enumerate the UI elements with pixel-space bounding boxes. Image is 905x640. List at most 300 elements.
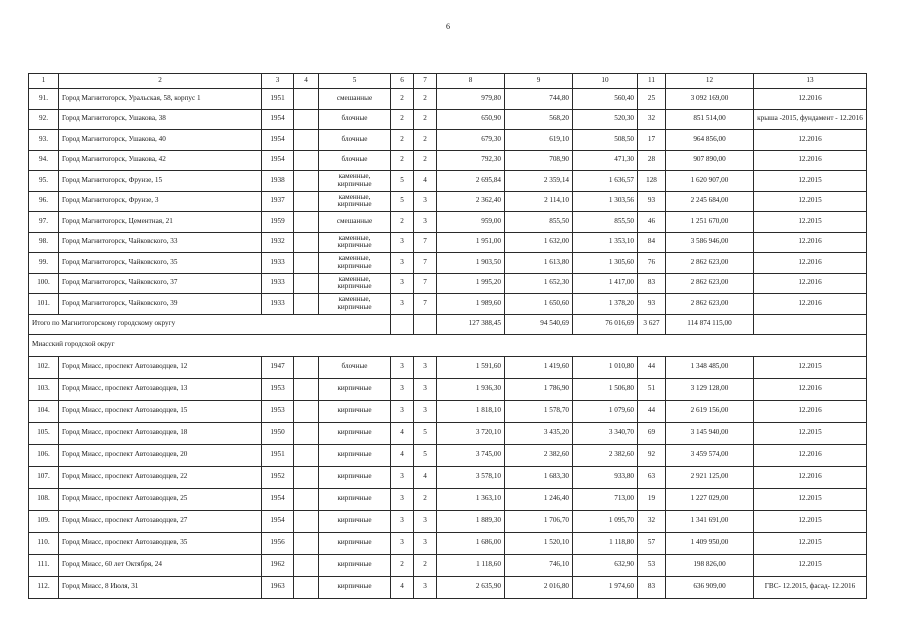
row-number-cell: 105. [29,422,59,444]
residential-area-cell: 933,80 [573,466,638,488]
repair-cost-cell: 3 586 946,00 [666,232,754,253]
entrances-cell: 7 [414,232,437,253]
column-4-cell [294,356,319,378]
wall-material-cell: блочные [319,109,391,130]
table-row [29,150,867,171]
repair-cost-cell: 2 862 623,00 [666,294,754,315]
wall-material-cell: кирпичные [319,444,391,466]
row-number-cell: 98. [29,232,59,253]
repair-cost-cell: 1 251 670,00 [666,212,754,233]
address-cell: Город Миасс, проспект Автозаводцев, 12 [59,356,262,378]
repair-cost-cell: 198 826,00 [666,554,754,576]
residential-area-cell: 1 303,56 [573,191,638,212]
repair-term-cell: 12.2015 [754,488,867,510]
table-row [29,444,867,466]
residential-area-cell: 1 378,20 [573,294,638,315]
wall-material-cell: кирпичные [319,400,391,422]
repair-cost-cell: 3 129 128,00 [666,378,754,400]
header-cell: 10 [573,74,638,89]
year-cell: 1954 [262,510,294,532]
address-cell: Город Магнитогорск, Уральская, 58, корпус 1 [59,89,262,110]
repair-term-cell: ГВС- 12.2015, фасад- 12.2016 [754,576,867,598]
residents-cell: 93 [638,191,666,212]
section-header-row [29,334,867,356]
repair-term-cell: 12.2016 [754,444,867,466]
total-area-cell: 679,30 [437,130,505,151]
year-cell: 1951 [262,89,294,110]
residential-area-cell: 2 382,60 [573,444,638,466]
total-cost-cell: 114 874 115,00 [666,314,754,334]
living-area-cell: 2 114,10 [505,191,573,212]
floors-cell: 3 [391,294,414,315]
header-cell: 4 [294,74,319,89]
living-area-cell: 855,50 [505,212,573,233]
total-area-cell: 1 363,10 [437,488,505,510]
header-cell: 1 [29,74,59,89]
address-cell: Город Магнитогорск, Ушакова, 38 [59,109,262,130]
residents-cell: 44 [638,356,666,378]
address-cell: Город Миасс, проспект Автозаводцев, 22 [59,466,262,488]
year-cell: 1933 [262,253,294,274]
entrances-cell: 2 [414,130,437,151]
row-number-cell: 102. [29,356,59,378]
table-row [29,109,867,130]
year-cell: 1954 [262,109,294,130]
entrances-cell: 3 [414,532,437,554]
table-row [29,510,867,532]
repair-cost-cell: 1 409 950,00 [666,532,754,554]
residents-cell: 83 [638,273,666,294]
total-area-cell: 2 362,40 [437,191,505,212]
header-row [29,74,867,89]
column-4-cell [294,400,319,422]
address-cell: Город Миасс, 60 лет Октября, 24 [59,554,262,576]
total-area-cell: 1 889,30 [437,510,505,532]
year-cell: 1954 [262,130,294,151]
entrances-cell: 3 [414,400,437,422]
repair-term-cell: 12.2015 [754,510,867,532]
floors-cell: 2 [391,109,414,130]
column-4-cell [294,378,319,400]
table-row [29,422,867,444]
wall-material-cell: блочные [319,150,391,171]
repair-term-cell: 12.2016 [754,130,867,151]
column-4-cell [294,294,319,315]
repair-cost-cell: 1 341 691,00 [666,510,754,532]
year-cell: 1954 [262,150,294,171]
entrances-cell: 7 [414,294,437,315]
row-number-cell: 101. [29,294,59,315]
address-cell: Город Магнитогорск, Чайковского, 33 [59,232,262,253]
table-row [29,130,867,151]
entrances-cell: 2 [414,488,437,510]
residential-area-cell: 1 636,57 [573,171,638,192]
residents-cell: 92 [638,444,666,466]
entrances-cell: 5 [414,444,437,466]
wall-material-cell: кирпичные [319,554,391,576]
wall-material-cell: каменные, кирпичные [319,253,391,274]
row-number-cell: 106. [29,444,59,466]
total-area-cell: 1 936,30 [437,378,505,400]
table-body [29,74,867,599]
living-area-cell: 1 652,30 [505,273,573,294]
address-cell: Город Миасс, проспект Автозаводцев, 25 [59,488,262,510]
living-area-cell: 746,10 [505,554,573,576]
repair-cost-cell: 3 459 574,00 [666,444,754,466]
address-cell: Город Миасс, 8 Июля, 31 [59,576,262,598]
living-area-cell: 3 435,20 [505,422,573,444]
row-number-cell: 112. [29,576,59,598]
year-cell: 1962 [262,554,294,576]
total-area-cell: 3 578,10 [437,466,505,488]
floors-cell: 2 [391,130,414,151]
row-number-cell: 95. [29,171,59,192]
residents-cell: 51 [638,378,666,400]
living-area-cell: 1 520,10 [505,532,573,554]
column-4-cell [294,554,319,576]
repair-term-cell: 12.2016 [754,150,867,171]
header-cell: 2 [59,74,262,89]
row-number-cell: 109. [29,510,59,532]
year-cell: 1963 [262,576,294,598]
wall-material-cell: кирпичные [319,466,391,488]
total-label: Итого по Магнитогорскому городскому округу [29,314,391,334]
living-area-cell: 1 786,90 [505,378,573,400]
total-area-cell: 1 818,10 [437,400,505,422]
wall-material-cell: каменные, кирпичные [319,294,391,315]
address-cell: Город Миасс, проспект Автозаводцев, 35 [59,532,262,554]
total-area-cell: 3 720,10 [437,422,505,444]
repair-term-cell: 12.2015 [754,532,867,554]
year-cell: 1959 [262,212,294,233]
repair-cost-cell: 2 921 125,00 [666,466,754,488]
floors-cell: 3 [391,378,414,400]
repair-cost-cell: 2 862 623,00 [666,273,754,294]
floors-cell: 2 [391,554,414,576]
entrances-cell: 3 [414,212,437,233]
floors-cell: 3 [391,253,414,274]
repair-cost-cell: 636 909,00 [666,576,754,598]
year-cell: 1952 [262,466,294,488]
table-row [29,488,867,510]
residential-area-cell: 1 118,80 [573,532,638,554]
entrances-cell: 7 [414,253,437,274]
total-area-cell: 1 591,60 [437,356,505,378]
repair-cost-cell: 3 145 940,00 [666,422,754,444]
table-row [29,532,867,554]
floors-cell: 2 [391,89,414,110]
row-number-cell: 97. [29,212,59,233]
table-row [29,576,867,598]
residents-cell: 17 [638,130,666,151]
residents-cell: 63 [638,466,666,488]
living-area-cell: 1 578,70 [505,400,573,422]
entrances-cell: 2 [414,150,437,171]
total-area-cell: 650,90 [437,109,505,130]
entrances-cell: 3 [414,378,437,400]
header-cell: 6 [391,74,414,89]
floors-cell: 3 [391,510,414,532]
year-cell: 1947 [262,356,294,378]
column-4-cell [294,488,319,510]
repair-term-cell: 12.2016 [754,466,867,488]
header-cell: 7 [414,74,437,89]
table-row [29,356,867,378]
header-cell: 5 [319,74,391,89]
living-area-cell: 2 359,14 [505,171,573,192]
table-row [29,378,867,400]
total-area-cell: 76 016,69 [573,314,638,334]
repair-term-cell: 12.2015 [754,191,867,212]
residential-area-cell: 632,90 [573,554,638,576]
column-4-cell [294,576,319,598]
residential-area-cell: 471,30 [573,150,638,171]
residential-area-cell: 1 353,10 [573,232,638,253]
residential-area-cell: 1 010,80 [573,356,638,378]
row-number-cell: 107. [29,466,59,488]
table-row [29,253,867,274]
repair-term-cell: 12.2016 [754,232,867,253]
residents-cell: 46 [638,212,666,233]
entrances-cell: 4 [414,171,437,192]
address-cell: Город Магнитогорск, Фрунзе, 3 [59,191,262,212]
residents-cell: 57 [638,532,666,554]
repair-cost-cell: 2 245 684,00 [666,191,754,212]
row-number-cell: 110. [29,532,59,554]
residents-cell: 28 [638,150,666,171]
address-cell: Город Миасс, проспект Автозаводцев, 13 [59,378,262,400]
total-residents-cell: 3 627 [638,314,666,334]
total-empty-cell [391,314,414,334]
address-cell: Город Магнитогорск, Чайковского, 39 [59,294,262,315]
address-cell: Город Магнитогорск, Ушакова, 42 [59,150,262,171]
header-cell: 11 [638,74,666,89]
total-empty-cell [754,314,867,334]
repair-cost-cell: 2 862 623,00 [666,253,754,274]
wall-material-cell: кирпичные [319,532,391,554]
total-area-cell: 127 388,45 [437,314,505,334]
section-title: Миасский городской округ [29,334,867,356]
column-4-cell [294,130,319,151]
residents-cell: 128 [638,171,666,192]
table-row [29,89,867,110]
wall-material-cell: смешанные [319,212,391,233]
wall-material-cell: кирпичные [319,576,391,598]
living-area-cell: 708,90 [505,150,573,171]
address-cell: Город Миасс, проспект Автозаводцев, 18 [59,422,262,444]
residential-area-cell: 508,50 [573,130,638,151]
entrances-cell: 3 [414,510,437,532]
repair-term-cell: 12.2015 [754,212,867,233]
residents-cell: 19 [638,488,666,510]
column-4-cell [294,150,319,171]
year-cell: 1953 [262,400,294,422]
wall-material-cell: смешанные [319,89,391,110]
row-number-cell: 91. [29,89,59,110]
residential-area-cell: 1 305,60 [573,253,638,274]
living-area-cell: 568,20 [505,109,573,130]
address-cell: Город Миасс, проспект Автозаводцев, 15 [59,400,262,422]
residents-cell: 25 [638,89,666,110]
column-4-cell [294,253,319,274]
living-area-cell: 1 246,40 [505,488,573,510]
total-area-cell: 979,80 [437,89,505,110]
residents-cell: 53 [638,554,666,576]
living-area-cell: 1 706,70 [505,510,573,532]
year-cell: 1954 [262,488,294,510]
total-area-cell: 94 540,69 [505,314,573,334]
table-row [29,212,867,233]
residential-area-cell: 3 340,70 [573,422,638,444]
living-area-cell: 2 382,60 [505,444,573,466]
year-cell: 1951 [262,444,294,466]
row-number-cell: 104. [29,400,59,422]
total-area-cell: 2 635,90 [437,576,505,598]
column-4-cell [294,273,319,294]
address-cell: Город Миасс, проспект Автозаводцев, 20 [59,444,262,466]
entrances-cell: 7 [414,273,437,294]
total-area-cell: 3 745,00 [437,444,505,466]
wall-material-cell: каменные, кирпичные [319,232,391,253]
floors-cell: 2 [391,212,414,233]
residential-area-cell: 1 506,80 [573,378,638,400]
residents-cell: 83 [638,576,666,598]
year-cell: 1950 [262,422,294,444]
table-row [29,554,867,576]
row-number-cell: 92. [29,109,59,130]
entrances-cell: 2 [414,89,437,110]
residents-cell: 84 [638,232,666,253]
residents-cell: 69 [638,422,666,444]
residential-area-cell: 1 974,60 [573,576,638,598]
entrances-cell: 4 [414,466,437,488]
address-cell: Город Миасс, проспект Автозаводцев, 27 [59,510,262,532]
residents-cell: 32 [638,109,666,130]
row-number-cell: 94. [29,150,59,171]
repair-term-cell: 12.2016 [754,378,867,400]
repair-term-cell: 12.2015 [754,171,867,192]
residents-cell: 32 [638,510,666,532]
floors-cell: 5 [391,171,414,192]
wall-material-cell: кирпичные [319,378,391,400]
housing-repair-table [28,73,867,599]
repair-term-cell: 12.2016 [754,253,867,274]
repair-cost-cell: 3 092 169,00 [666,89,754,110]
floors-cell: 4 [391,576,414,598]
living-area-cell: 619,10 [505,130,573,151]
floors-cell: 3 [391,232,414,253]
floors-cell: 3 [391,488,414,510]
residential-area-cell: 855,50 [573,212,638,233]
living-area-cell: 1 650,60 [505,294,573,315]
residents-cell: 44 [638,400,666,422]
address-cell: Город Магнитогорск, Цементная, 21 [59,212,262,233]
address-cell: Город Магнитогорск, Чайковского, 37 [59,273,262,294]
wall-material-cell: каменные, кирпичные [319,191,391,212]
header-cell: 12 [666,74,754,89]
repair-cost-cell: 964 856,00 [666,130,754,151]
entrances-cell: 3 [414,576,437,598]
floors-cell: 3 [391,356,414,378]
column-4-cell [294,532,319,554]
year-cell: 1956 [262,532,294,554]
column-4-cell [294,109,319,130]
repair-term-cell: 12.2016 [754,89,867,110]
column-4-cell [294,422,319,444]
floors-cell: 2 [391,150,414,171]
row-number-cell: 100. [29,273,59,294]
year-cell: 1953 [262,378,294,400]
table-row [29,191,867,212]
wall-material-cell: каменные, кирпичные [319,171,391,192]
table-row [29,232,867,253]
table-row [29,466,867,488]
floors-cell: 3 [391,273,414,294]
table-row [29,171,867,192]
total-area-cell: 1 903,50 [437,253,505,274]
column-4-cell [294,89,319,110]
total-area-cell: 1 951,00 [437,232,505,253]
total-area-cell: 959,00 [437,212,505,233]
address-cell: Город Магнитогорск, Чайковского, 35 [59,253,262,274]
living-area-cell: 1 613,80 [505,253,573,274]
column-4-cell [294,212,319,233]
row-number-cell: 93. [29,130,59,151]
entrances-cell: 5 [414,422,437,444]
year-cell: 1933 [262,294,294,315]
row-number-cell: 108. [29,488,59,510]
wall-material-cell: блочные [319,130,391,151]
column-4-cell [294,171,319,192]
total-area-cell: 1 686,00 [437,532,505,554]
total-area-cell: 1 995,20 [437,273,505,294]
repair-cost-cell: 1 227 029,00 [666,488,754,510]
year-cell: 1932 [262,232,294,253]
column-4-cell [294,444,319,466]
wall-material-cell: кирпичные [319,488,391,510]
repair-cost-cell: 2 619 156,00 [666,400,754,422]
residential-area-cell: 1 079,60 [573,400,638,422]
floors-cell: 5 [391,191,414,212]
repair-term-cell: 12.2016 [754,294,867,315]
living-area-cell: 1 683,30 [505,466,573,488]
total-row [29,314,867,334]
row-number-cell: 99. [29,253,59,274]
header-cell: 13 [754,74,867,89]
repair-cost-cell: 907 890,00 [666,150,754,171]
table-row [29,400,867,422]
wall-material-cell: кирпичные [319,510,391,532]
repair-cost-cell: 851 514,00 [666,109,754,130]
residential-area-cell: 713,00 [573,488,638,510]
repair-cost-cell: 1 620 907,00 [666,171,754,192]
year-cell: 1933 [262,273,294,294]
column-4-cell [294,466,319,488]
row-number-cell: 96. [29,191,59,212]
living-area-cell: 1 632,00 [505,232,573,253]
entrances-cell: 3 [414,356,437,378]
table-row [29,273,867,294]
header-cell: 3 [262,74,294,89]
page-number: 6 [446,22,450,31]
entrances-cell: 2 [414,554,437,576]
address-cell: Город Магнитогорск, Фрунзе, 15 [59,171,262,192]
total-area-cell: 792,30 [437,150,505,171]
floors-cell: 3 [391,466,414,488]
table-row [29,294,867,315]
header-cell: 9 [505,74,573,89]
entrances-cell: 3 [414,191,437,212]
